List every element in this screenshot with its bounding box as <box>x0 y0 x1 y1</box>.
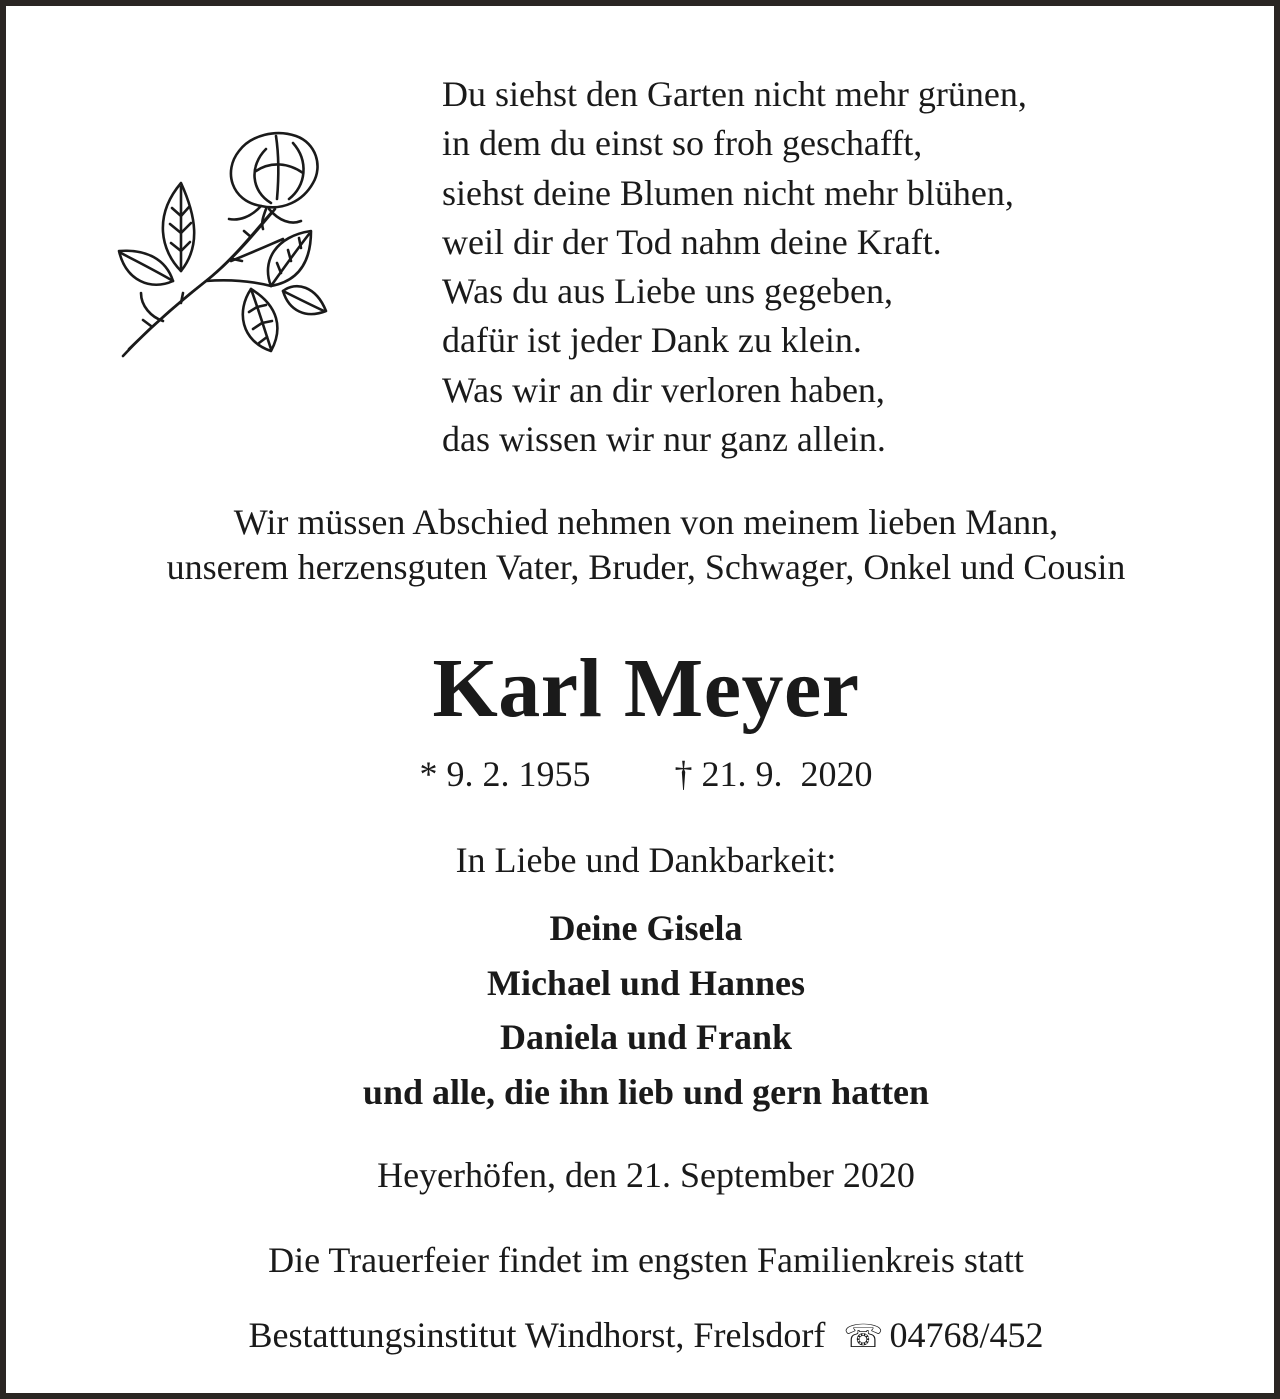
poem-line: siehst deine Blumen nicht mehr blühen, <box>442 172 1014 213</box>
birth-date: * 9. 2. 1955 <box>419 754 591 794</box>
undertaker-phone: 04768/452 <box>889 1315 1044 1355</box>
place-and-date: Heyerhöfen, den 21. September 2020 <box>377 1155 915 1195</box>
death-date: † 21. 9. 2020 <box>674 754 873 794</box>
poem-line: das wissen wir nur ganz allein. <box>442 419 886 460</box>
poem <box>442 70 1027 464</box>
intro-line: Wir müssen Abschied nehmen von meinem lieben Mann, <box>233 502 1059 542</box>
life-dates <box>6 752 1280 796</box>
dedication: In Liebe und Dankbarkeit: <box>455 840 837 880</box>
ceremony-note: Die Trauerfeier findet im engsten Familienkreis statt <box>268 1240 1024 1280</box>
mourner-line: Deine Gisela <box>549 908 743 948</box>
poem-line: in dem du einst so froh geschafft, <box>442 123 923 164</box>
undertaker-name: Bestattungsinstitut Windhorst, Frelsdorf <box>248 1315 826 1355</box>
mourner-line: Daniela und Frank <box>499 1017 793 1057</box>
poem-line: dafür ist jeder Dank zu klein. <box>442 320 862 361</box>
poem-line: Was wir an dir verloren haben, <box>442 369 885 410</box>
undertaker-line <box>6 1312 1280 1359</box>
telephone-icon: ☏ <box>843 1317 884 1355</box>
intro-line: unserem herzensguten Vater, Bruder, Schwager, Onkel und Cousin <box>166 547 1126 587</box>
mourner-line: Michael und Hannes <box>486 962 806 1003</box>
mourner-line: und alle, die ihn lieb und gern hatten <box>362 1071 930 1112</box>
poem-line: weil dir der Tod nahm deine Kraft. <box>442 221 942 262</box>
mourners <box>6 901 1280 1119</box>
poem-line: Was du aus Liebe uns gegeben, <box>442 271 893 312</box>
rose-icon <box>111 121 341 366</box>
poem-line: Du siehst den Garten nicht mehr grünen, <box>442 74 1027 114</box>
farewell-intro <box>6 500 1280 590</box>
deceased-name: Karl Meyer <box>432 642 860 735</box>
